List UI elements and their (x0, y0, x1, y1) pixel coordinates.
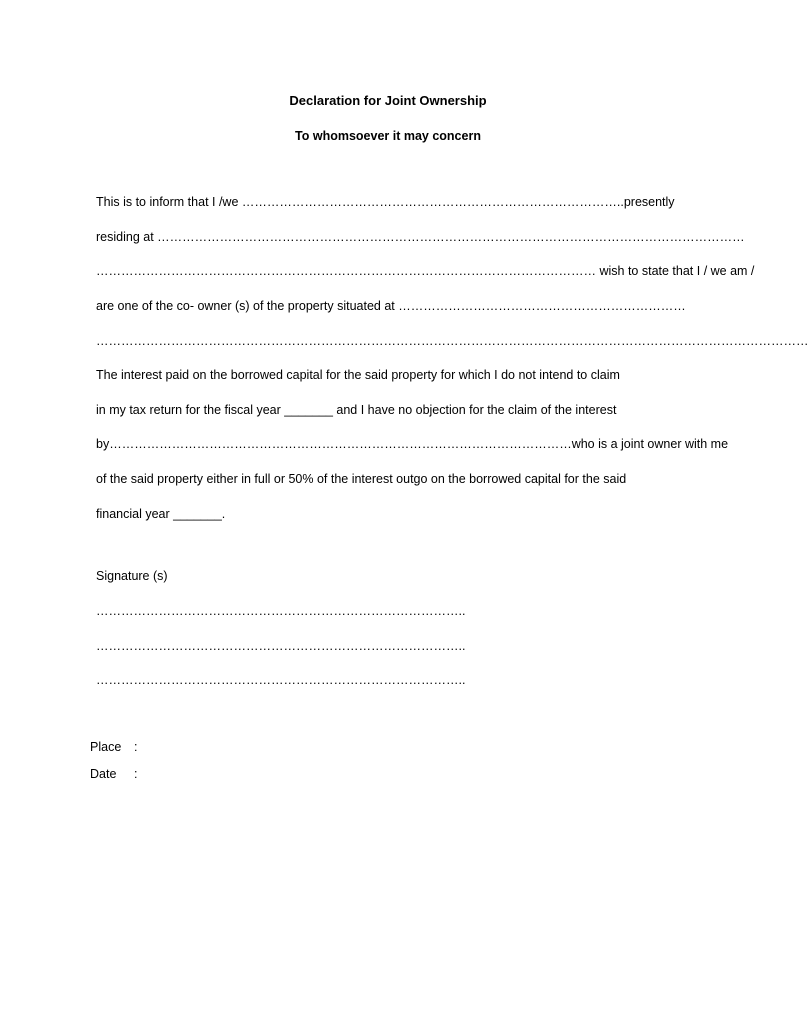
body-line-7: in my tax return for the fiscal year _______ and I have no objection for the claim of the interest (96, 403, 617, 417)
signature-line-2: …………………………………………………………………………….. (96, 639, 466, 653)
body-line-4: are one of the co- owner (s) of the property situated at …………………………………………………………… (96, 299, 686, 313)
place-colon: : (134, 740, 138, 754)
body-line-10: financial year _______. (96, 507, 226, 521)
signature-line-1: …………………………………………………………………………….. (96, 604, 466, 618)
body-line-6: The interest paid on the borrowed capital for the said property for which I do not intend to claim (96, 368, 620, 382)
signature-label: Signature (s) (96, 569, 168, 583)
document-title: Declaration for Joint Ownership (289, 93, 487, 108)
date-colon: : (134, 767, 138, 781)
signature-line-3: …………………………………………………………………………….. (96, 673, 466, 687)
body-line-2: residing at …………………………………………………………………………………………………………………………… (96, 230, 745, 244)
document-subtitle: To whomsoever it may concern (295, 129, 481, 143)
place-label: Place (90, 740, 122, 754)
body-line-3: ………………………………………………………………………………………………………… wish to state that I / we am / (96, 264, 755, 278)
body-line-1: This is to inform that I /we ………………………………………………………………………………..presently (96, 195, 675, 209)
body-line-5: ……………………………………………………………………………………………………………………………………………………… (96, 334, 809, 348)
body-line-9: of the said property either in full or 50% of the interest outgo on the borrowed capital for the said (96, 472, 627, 486)
body-line-8: by…………………………………………………………………………………………………who is a joint owner with me (96, 437, 729, 451)
date-label: Date (90, 767, 117, 781)
